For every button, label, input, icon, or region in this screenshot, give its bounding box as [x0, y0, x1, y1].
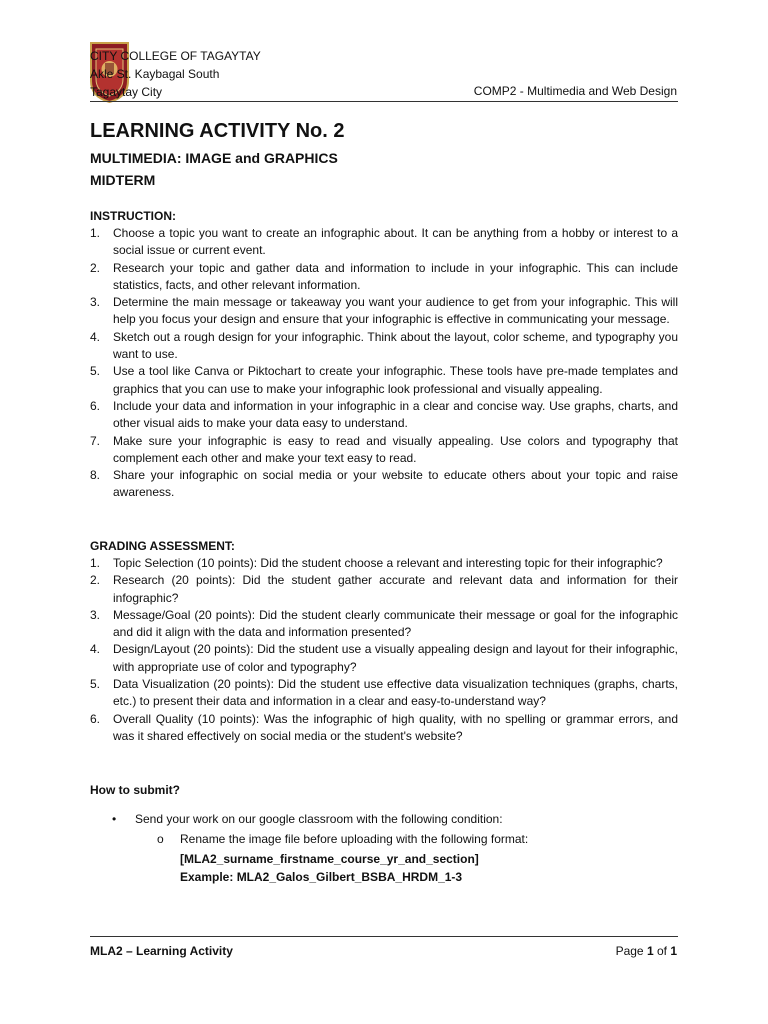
list-item	[90, 676, 678, 711]
item-number: 3.	[90, 607, 101, 622]
list-item	[90, 260, 678, 295]
instruction-list	[90, 225, 678, 502]
course-title: COMP2 - Multimedia and Web Design	[473, 84, 677, 98]
item-text: Topic Selection (10 points): Did the student choose a relevant and interesting topic for their infographic?	[113, 556, 663, 570]
school-address-block	[90, 47, 261, 101]
page-total: 1	[670, 944, 677, 958]
list-item	[90, 572, 678, 607]
page-prefix: Page	[615, 944, 647, 958]
list-item	[90, 329, 678, 364]
page-current: 1	[646, 944, 654, 958]
item-text: Make sure your infographic is easy to read and visually appealing. Use colors and typography that complement each other and make your text easy to read.	[113, 433, 678, 465]
item-number: 4.	[90, 642, 101, 657]
item-text: Include your data and information in your infographic in a clear and concise way. Use graphs, charts, and other visual aids to make your data easy to understand.	[113, 398, 678, 431]
item-text: Determine the main message or takeaway you want your audience to get from your infographic. This will help you focus your design and ensure that your infographic is effective in communicating your message.	[113, 295, 678, 327]
header-divider	[90, 101, 678, 102]
list-item	[90, 555, 678, 572]
item-text: Research your topic and gather data and information to include in your infographic. This can include statistics, facts, and other relevant information.	[113, 260, 678, 292]
list-item	[90, 711, 678, 746]
page-of: of	[653, 944, 671, 958]
bullet-icon: •	[112, 812, 117, 826]
school-city: Tagaytay City	[90, 85, 163, 99]
list-item	[90, 294, 678, 329]
sub-bullet-text: Rename the image file before uploading with the following format:	[180, 832, 529, 846]
example-text: Example: MLA2_Galos_Gilbert_BSBA_HRDM_1-3	[180, 870, 463, 884]
hollow-bullet-icon: o	[157, 832, 164, 846]
footer-divider	[90, 936, 678, 937]
item-number: 1.	[90, 226, 101, 240]
item-number: 6.	[90, 711, 101, 726]
item-number: 5.	[90, 677, 101, 692]
submit-heading: How to submit?	[90, 783, 180, 797]
list-item	[90, 607, 678, 642]
list-item	[90, 641, 678, 676]
instruction-heading: INSTRUCTION:	[90, 209, 176, 223]
item-text: Choose a topic you want to create an infographic about. It can be anything from a hobby or interest to a social issue or current event.	[113, 226, 678, 258]
item-number: 2.	[90, 573, 101, 588]
item-text: Message/Goal (20 points): Did the student clearly communicate their message or goal for the infographic and did it align with the data and information presented?	[113, 607, 678, 640]
item-number: 1.	[90, 556, 101, 570]
list-item	[90, 363, 678, 398]
list-item	[90, 433, 678, 468]
term-label: MIDTERM	[90, 172, 156, 188]
page-number	[616, 944, 677, 958]
item-text: Design/Layout (20 points): Did the student use a visually appealing design and layout for their infographic, with appropriate use of color and typography?	[113, 642, 678, 674]
grading-list	[90, 555, 678, 745]
school-street: Akle St. Kaybagal South	[90, 67, 220, 81]
format-text: [MLA2_surname_firstname_course_yr_and_section]	[180, 852, 479, 866]
item-number: 3.	[90, 295, 101, 310]
school-name: CITY COLLEGE OF TAGAYTAY	[90, 49, 261, 63]
activity-title: LEARNING ACTIVITY No. 2	[90, 120, 345, 142]
item-text: Research (20 points): Did the student gather accurate and relevant data and information for their infographic?	[113, 573, 678, 605]
item-number: 7.	[90, 433, 101, 448]
list-item	[90, 398, 678, 433]
item-number: 6.	[90, 398, 101, 413]
footer-label: MLA2 – Learning Activity	[90, 944, 233, 958]
list-item	[90, 467, 678, 502]
item-text: Share your infographic on social media or your website to educate others about your topic and raise awareness.	[113, 468, 678, 500]
item-number: 5.	[90, 364, 101, 379]
activity-subtitle: MULTIMEDIA: IMAGE and GRAPHICS	[90, 150, 338, 166]
item-number: 4.	[90, 329, 101, 344]
list-item	[90, 225, 678, 260]
item-text: Use a tool like Canva or Piktochart to create your infographic. These tools have pre-made templates and graphics that you can use to make your infographic look professional and visually appealing.	[113, 364, 678, 396]
item-text: Data Visualization (20 points): Did the student use effective data visualization techniques (graphs, charts, etc.) to present their data and information in a clear and easy-to-understand way?	[113, 677, 678, 709]
item-number: 2.	[90, 260, 101, 275]
item-number: 8.	[90, 468, 101, 483]
grading-heading: GRADING ASSESSMENT:	[90, 539, 235, 553]
item-text: Overall Quality (10 points): Was the infographic of high quality, with no spelling or grammar errors, and was it shared effectively on social media or the student's website?	[113, 711, 678, 743]
bullet-text: Send your work on our google classroom with the following condition:	[135, 812, 503, 826]
item-text: Sketch out a rough design for your infographic. Think about the layout, color scheme, and typography you want to use.	[113, 329, 678, 362]
